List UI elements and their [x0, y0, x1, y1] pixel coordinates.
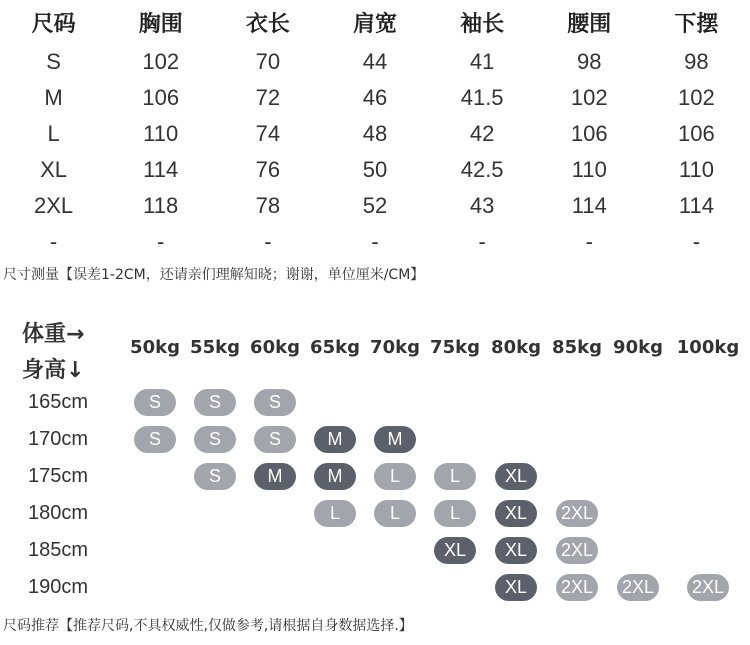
weight-column-label: 90kg [613, 337, 663, 358]
measurement-note: 尺寸测量【误差1-2CM，还请亲们理解知晓；谢谢，单位厘米/CM】 [3, 267, 425, 283]
size-pill: 2XL [556, 574, 598, 601]
size-pill: XL [495, 574, 537, 601]
size-pill: XL [434, 537, 476, 564]
size-table-cell: 106 [142, 85, 180, 110]
weight-column-label: 55kg [190, 337, 240, 358]
size-table-row [0, 224, 750, 260]
size-pill: S [254, 389, 296, 416]
recommendation-note: 尺码推荐【推荐尺码,不具权威性,仅做参考,请根据自身数据选择.】 [3, 618, 413, 634]
size-table-cell: 106 [570, 121, 608, 146]
size-table-cell: XL [40, 157, 68, 182]
size-table-cell: 46 [362, 85, 388, 110]
weight-column-label: 60kg [250, 337, 300, 358]
size-table-cell: 42 [469, 121, 495, 146]
weight-column-label: 70kg [370, 337, 420, 358]
size-table-header [0, 0, 750, 44]
size-table-cell: 44 [362, 49, 388, 74]
size-pill: S [194, 426, 236, 453]
size-table-cell: 2XL [33, 193, 74, 218]
size-table-cell: - [585, 229, 593, 254]
size-table-cell: 110 [678, 157, 714, 182]
size-pill: 2XL [556, 537, 598, 564]
height-row-label: 190cm [28, 576, 89, 598]
size-table-cell: 114 [678, 193, 714, 218]
weight-column-label: 80kg [491, 337, 541, 358]
height-axis-label: 身高↓ [22, 358, 85, 383]
weight-column-label: 100kg [676, 337, 740, 358]
size-pill: L [434, 500, 476, 527]
size-table-cell: 106 [678, 121, 715, 146]
weight-column-label: 85kg [552, 337, 602, 358]
size-table-column-header: 袖长 [460, 11, 505, 37]
size-table-row [0, 116, 750, 152]
size-table-column-header: 腰围 [567, 11, 612, 37]
size-table-cell: 72 [255, 85, 281, 110]
size-pill: L [374, 500, 416, 527]
height-row-label: 165cm [28, 391, 89, 413]
size-pill: XL [495, 537, 537, 564]
size-table [0, 0, 750, 260]
height-row-label: 170cm [28, 428, 89, 450]
size-pill: 2XL [617, 574, 659, 601]
size-pill: M [254, 463, 296, 490]
size-pill: XL [495, 463, 537, 490]
size-pill: S [254, 426, 296, 453]
height-row-label: 185cm [28, 539, 89, 561]
weight-column-label: 50kg [130, 337, 180, 358]
size-table-column-header: 尺码 [31, 11, 76, 37]
size-table-cell: L [47, 121, 60, 146]
size-table-cell: 114 [571, 193, 607, 218]
height-row-label: 175cm [28, 465, 89, 487]
size-pill: S [134, 389, 176, 416]
size-table-cell: - [264, 229, 272, 254]
size-pill: L [434, 463, 476, 490]
size-table-cell: 70 [255, 49, 281, 74]
size-pill: L [374, 463, 416, 490]
size-table-cell: M [44, 85, 63, 110]
size-table-cell: 50 [362, 157, 388, 182]
size-table-cell: 102 [570, 85, 608, 110]
size-table-cell: 41 [469, 49, 495, 74]
size-table-cell: 102 [678, 85, 715, 110]
size-table-column-header: 胸围 [138, 11, 183, 37]
size-table-cell: - [49, 229, 58, 254]
size-table-cell: 43 [469, 193, 495, 218]
size-pill: M [314, 463, 356, 490]
size-table-cell: - [478, 229, 486, 254]
size-table-cell: 76 [255, 157, 281, 182]
size-table-cell: - [371, 229, 379, 254]
height-row-label: 180cm [28, 502, 89, 524]
size-table-cell: S [46, 49, 61, 74]
weight-axis-label: 体重→ [22, 322, 85, 347]
size-table-cell: 118 [143, 193, 179, 218]
size-table-column-header: 衣长 [245, 11, 290, 37]
size-pill: 2XL [556, 500, 598, 527]
size-pill: S [134, 426, 176, 453]
size-table-row [0, 188, 750, 224]
size-table-column-header: 下摆 [674, 11, 719, 37]
size-pill: XL [495, 500, 537, 527]
size-table-cell: 78 [255, 193, 281, 218]
weight-column-label: 75kg [430, 337, 480, 358]
size-table-cell: 48 [362, 121, 388, 146]
size-table-cell: - [157, 229, 165, 254]
size-pill: S [194, 389, 236, 416]
size-table-cell: 41.5 [460, 85, 504, 110]
size-table-cell: 98 [577, 49, 602, 74]
size-table-cell: 114 [143, 157, 179, 182]
size-table-cell: 42.5 [460, 157, 504, 182]
size-table-cell: 98 [684, 49, 709, 74]
size-table-row [0, 80, 750, 116]
size-table-cell: - [692, 229, 701, 254]
size-pill: S [194, 463, 236, 490]
size-table-row [0, 152, 750, 188]
size-pill: L [314, 500, 356, 527]
size-pill: M [374, 426, 416, 453]
size-table-row [0, 44, 750, 80]
grid-corner-label [22, 317, 102, 389]
size-table-cell: 52 [362, 193, 388, 218]
size-table-cell: 110 [143, 121, 179, 146]
size-pill: M [314, 426, 356, 453]
size-table-cell: 102 [142, 49, 180, 74]
size-table-cell: 110 [571, 157, 607, 182]
size-table-cell: 74 [255, 121, 281, 146]
size-table-column-header: 肩宽 [352, 11, 397, 37]
size-pill: 2XL [687, 574, 729, 601]
weight-column-label: 65kg [310, 337, 360, 358]
